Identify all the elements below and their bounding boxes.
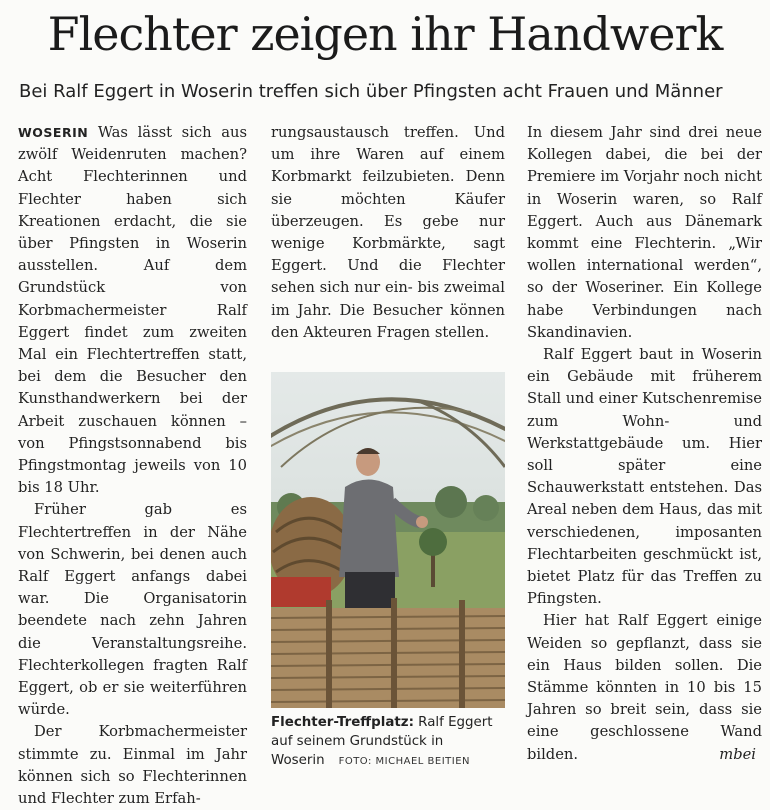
paragraph-text: Was lässt sich aus zwölf Weidenruten machen? Acht Flechterinnen und Flechter haben sich Kreationen erdacht, die sie über Pfingsten in Woserin ausstellen. Auf dem Grundstück von Korbmachermeister Ralf Eggert findet zum zweiten Mal ein Flechtertreffen statt, bei dem die Besucher den Kunsthandwerkern bei der Arbeit zuschauen können – von Pfingstsonnabend bis Pfingstmontag jeweils von 10 bis 18 Uhr.	[18, 124, 248, 497]
paragraph-text: Hier hat Ralf Eggert einige Weiden so gepflanzt, dass sie ein Haus bilden sollen. Die Stämme könnten in 10 bis 15 Jahren so breit sein, dass sie eine geschlossene Wand bilden.	[527, 612, 762, 763]
paragraph: Ralf Eggert baut in Woserin ein Gebäude mit früherem Stall und einer Kutschenremise zum Wohn- und Werkstattgebäude um. Hier soll später eine Schauwerkstatt entstehen. Das Areal neben dem Haus, das mit verschiedenen, imposanten Flechtarbeiten geschmückt ist, bietet Platz für das Treffen zu Pfingsten.	[527, 346, 762, 608]
photo-illustration	[271, 372, 505, 708]
author-signature: mbei	[719, 745, 756, 763]
subheadline: Bei Ralf Eggert in Woserin treffen sich über Pfingsten acht Frauen und Männer	[19, 81, 723, 102]
article-column-3	[527, 122, 762, 766]
caption-text: Ralf Eggert auf seinem Grundstück in Woserin	[271, 715, 493, 768]
paragraph	[527, 610, 762, 765]
photo-credit: FOTO: MICHAEL BEITIEN	[338, 756, 471, 767]
caption-label: Flechter-Treffplatz:	[271, 715, 414, 730]
paragraph: In diesem Jahr sind drei neue Kollegen dabei, die bei der Premiere im Vorjahr noch nicht in Woserin waren, so Ralf Eggert. Auch aus Dänemark kommt eine Flechterin. „Wir wollen international werden“, so der Woseriner. Ein Kollege habe Verbindungen nach Skandinavien.	[527, 124, 762, 341]
dateline: WOSERIN	[18, 125, 89, 140]
article-column-1	[18, 122, 247, 810]
article-column-2	[271, 122, 505, 344]
article-photo	[271, 372, 505, 708]
photo-caption	[271, 713, 507, 771]
paragraph: rungsaustausch treffen. Und um ihre Waren auf einem Korbmarkt feilzubieten. Denn sie möchten Käufer überzeugen. Es gebe nur wenige Korbmärkte, sagt Eggert. Und die Flechter sehen sich nur ein- bis zweimal im Jahr. Die Besucher können den Akteuren Fragen stellen.	[271, 124, 505, 341]
headline: Flechter zeigen ihr Handwerk	[47, 7, 723, 61]
paragraph: Früher gab es Flechtertreffen in der Nähe von Schwerin, bei denen auch Ralf Eggert anfangs dabei war. Die Organisatorin beendete nach zehn Jahren die Veranstaltungsreihe. Flechterkollegen fragten Ralf Eggert, ob er sie weiterführen würde.	[18, 501, 247, 719]
paragraph: Der Korbmachermeister stimmte zu. Einmal im Jahr können sich so Flechterinnen und Flechter zum Erfah-	[18, 723, 247, 808]
paragraph	[18, 122, 247, 499]
